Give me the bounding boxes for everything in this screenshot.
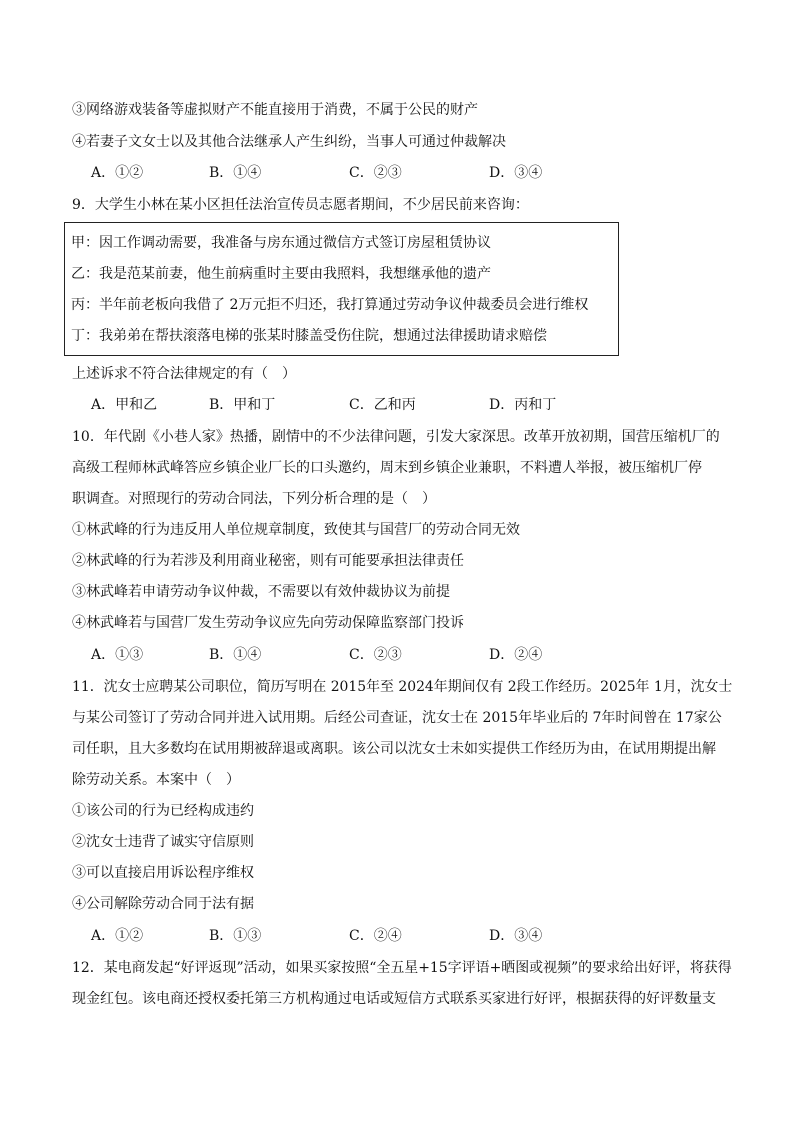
q11-statement-1: ①该公司的行为已经构成违约 <box>72 803 254 819</box>
q11-option-d[interactable]: D．③④ <box>489 928 543 944</box>
q9-box-line-ding: 丁：我弟弟在帮扶滚落电梯的张某时膝盖受伤住院，想通过法律援助请求赔偿 <box>71 328 547 344</box>
q9-consultation-box <box>64 222 619 356</box>
q9-box-line-bing: 丙：半年前老板向我借了 2万元拒不归还，我打算通过劳动争议仲裁委员会进行维权 <box>71 297 589 313</box>
q12-stem-line-1: 12．某电商发起“好评返现”活动，如果买家按照“全五星+15字评语+晒图或视频”的要求给出好评，将获得 <box>72 960 732 976</box>
q11-options <box>91 926 751 946</box>
q8-option-d[interactable]: D．③④ <box>489 165 543 181</box>
q10-option-a[interactable]: A．①③ <box>91 647 144 663</box>
q9-box-line-yi: 乙：我是范某前妻，他生前病重时主要由我照料，我想继承他的遗产 <box>71 266 491 282</box>
q11-stem-line-2: 与某公司签订了劳动合同并进入试用期。后经公司查证，沈女士在 2015年毕业后的 7年时间曾在 17家公 <box>72 710 722 726</box>
q11-stem-line-3: 司任职，且大多数均在试用期被辞退或离职。该公司以沈女士未如实提供工作经历为由，在试用期提出解 <box>72 741 716 757</box>
q10-options <box>91 645 751 665</box>
q10-stem-line-1: 10．年代剧《小巷人家》热播，剧情中的不少法律问题，引发大家深思。改革开放初期，国营压缩机厂的 <box>72 429 720 445</box>
q8-option-a[interactable]: A．①② <box>91 165 144 181</box>
q9-option-b[interactable]: B．甲和丁 <box>209 397 276 413</box>
q9-option-c[interactable]: C．乙和丙 <box>349 397 416 413</box>
q11-stem-line-1: 11．沈女士应聘某公司职位，简历写明在 2015年至 2024年期间仅有 2段工作经历。2025年 1月，沈女士 <box>72 679 733 695</box>
q10-statement-4: ④林武峰若与国营厂发生劳动争议应先向劳动保障监察部门投诉 <box>72 615 464 631</box>
q10-statement-1: ①林武峰的行为违反用人单位规章制度，致使其与国营厂的劳动合同无效 <box>72 522 520 538</box>
q9-option-a[interactable]: A．甲和乙 <box>91 397 158 413</box>
q8-option-b[interactable]: B．①④ <box>209 165 262 181</box>
q8-statement-3: ③网络游戏装备等虚拟财产不能直接用于消费，不属于公民的财产 <box>72 102 478 118</box>
q9-options <box>91 395 751 415</box>
q11-option-c[interactable]: C．②④ <box>349 928 402 944</box>
q9-question: 上述诉求不符合法律规定的有（ ） <box>72 366 296 382</box>
q10-statement-3: ③林武峰若申请劳动争议仲裁，不需要以有效仲裁协议为前提 <box>72 584 450 600</box>
q11-option-b[interactable]: B．①③ <box>209 928 262 944</box>
q10-option-c[interactable]: C．②③ <box>349 647 402 663</box>
q11-statement-4: ④公司解除劳动合同于法有据 <box>72 896 254 912</box>
q12-stem-line-2: 现金红包。该电商还授权委托第三方机构通过电话或短信方式联系买家进行好评，根据获得的好评数量支 <box>72 991 716 1007</box>
q10-statement-2: ②林武峰的行为若涉及利用商业秘密，则有可能要承担法律责任 <box>72 553 464 569</box>
q10-stem-line-3: 职调查。对照现行的劳动合同法，下列分析合理的是（ ） <box>72 491 436 507</box>
q10-stem-line-2: 高级工程师林武峰答应乡镇企业厂长的口头邀约，周末到乡镇企业兼职，不料遭人举报，被压缩机厂停 <box>72 460 702 476</box>
q8-statement-4: ④若妻子文女士以及其他合法继承人产生纠纷，当事人可通过仲裁解决 <box>72 134 506 150</box>
q11-statement-3: ③可以直接启用诉讼程序维权 <box>72 865 254 881</box>
q8-option-c[interactable]: C．②③ <box>349 165 402 181</box>
q9-option-d[interactable]: D．丙和丁 <box>489 397 557 413</box>
q11-statement-2: ②沈女士违背了诚实守信原则 <box>72 834 254 850</box>
q9-box-line-jia: 甲：因工作调动需要，我准备与房东通过微信方式签订房屋租赁协议 <box>71 235 491 251</box>
q11-stem-line-4: 除劳动关系。本案中（ ） <box>72 772 240 788</box>
q11-option-a[interactable]: A．①② <box>91 928 144 944</box>
q8-options <box>91 163 751 183</box>
q10-option-d[interactable]: D．②④ <box>489 647 543 663</box>
q9-stem: 9．大学生小林在某小区担任法治宣传员志愿者期间，不少居民前来咨询： <box>72 197 529 213</box>
q10-option-b[interactable]: B．①④ <box>209 647 262 663</box>
